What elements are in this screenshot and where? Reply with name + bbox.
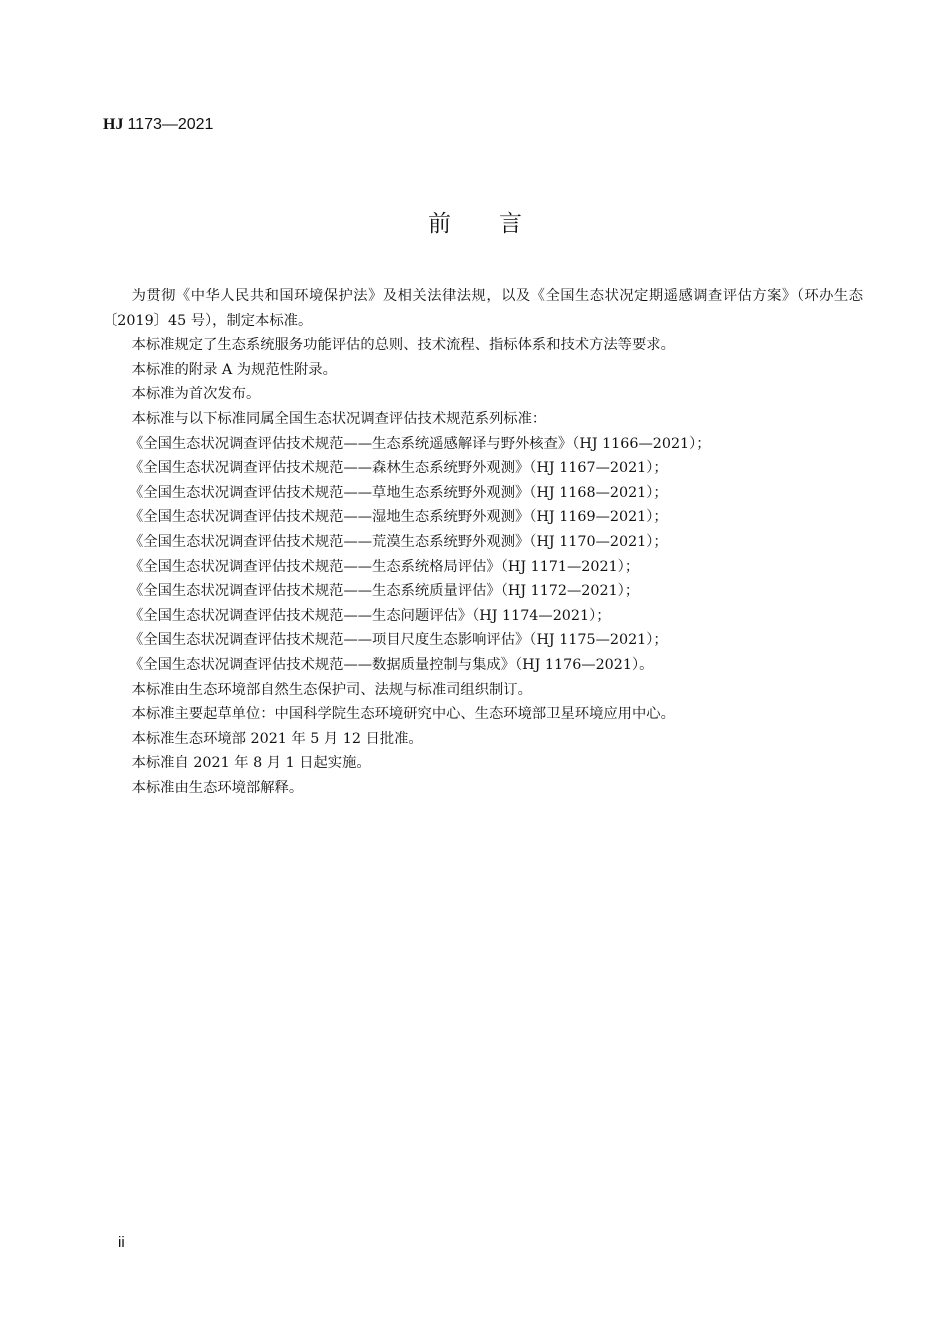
paragraph: 为贯彻《中华人民共和国环境保护法》及相关法律法规，以及《全国生态状况定期遥感调查评估方案》（环办生态〔2019〕45 号），制定本标准。 (103, 288, 863, 329)
paragraph: 本标准的附录 A 为规范性附录。 (131, 361, 337, 378)
list-item: 《全国生态状况调查评估技术规范——项目尺度生态影响评估》（HJ 1175—2021）； (129, 632, 668, 649)
paragraph: 本标准生态环境部 2021 年 5 月 12 日批准。 (131, 730, 423, 747)
paragraph: 本标准与以下标准同属全国生态状况调查评估技术规范系列标准： (131, 410, 547, 427)
paragraph: 本标准主要起草单位：中国科学院生态环境研究中心、生态环境部卫星环境应用中心。 (131, 706, 675, 723)
list-item: 《全国生态状况调查评估技术规范——生态系统质量评估》（HJ 1172—2021）； (129, 583, 640, 600)
page-title: 前言 (428, 211, 570, 237)
list-item: 《全国生态状况调查评估技术规范——数据质量控制与集成》（HJ 1176—2021）。 (129, 656, 654, 673)
preface-body (103, 284, 863, 800)
list-item: 《全国生态状况调查评估技术规范——荒漠生态系统野外观测》（HJ 1170—2021）； (129, 533, 668, 550)
standard-code-prefix: HJ (103, 116, 124, 133)
paragraph: 本标准自 2021 年 8 月 1 日起实施。 (131, 755, 371, 772)
list-item: 《全国生态状况调查评估技术规范——草地生态系统野外观测》（HJ 1168—2021）； (129, 484, 668, 501)
paragraph: 本标准为首次发布。 (131, 386, 261, 403)
list-item: 《全国生态状况调查评估技术规范——生态系统遥感解译与野外核查》（HJ 1166—2021）； (129, 435, 711, 452)
list-item: 《全国生态状况调查评估技术规范——生态系统格局评估》（HJ 1171—2021）； (129, 558, 640, 575)
paragraph: 本标准由生态环境部解释。 (131, 779, 304, 796)
related-standards-list (103, 432, 863, 678)
standard-code-number: 1173—2021 (127, 116, 214, 133)
list-item: 《全国生态状况调查评估技术规范——生态问题评估》（HJ 1174—2021）； (129, 607, 611, 624)
paragraph: 本标准规定了生态系统服务功能评估的总则、技术流程、指标体系和技术方法等要求。 (131, 337, 675, 354)
paragraph: 本标准由生态环境部自然生态保护司、法规与标准司组织制订。 (131, 681, 532, 698)
list-item: 《全国生态状况调查评估技术规范——湿地生态系统野外观测》（HJ 1169—2021）； (129, 509, 668, 526)
page-number: ii (118, 1234, 125, 1251)
standard-code-header (103, 116, 213, 134)
list-item: 《全国生态状况调查评估技术规范——森林生态系统野外观测》（HJ 1167—2021）； (129, 460, 668, 477)
